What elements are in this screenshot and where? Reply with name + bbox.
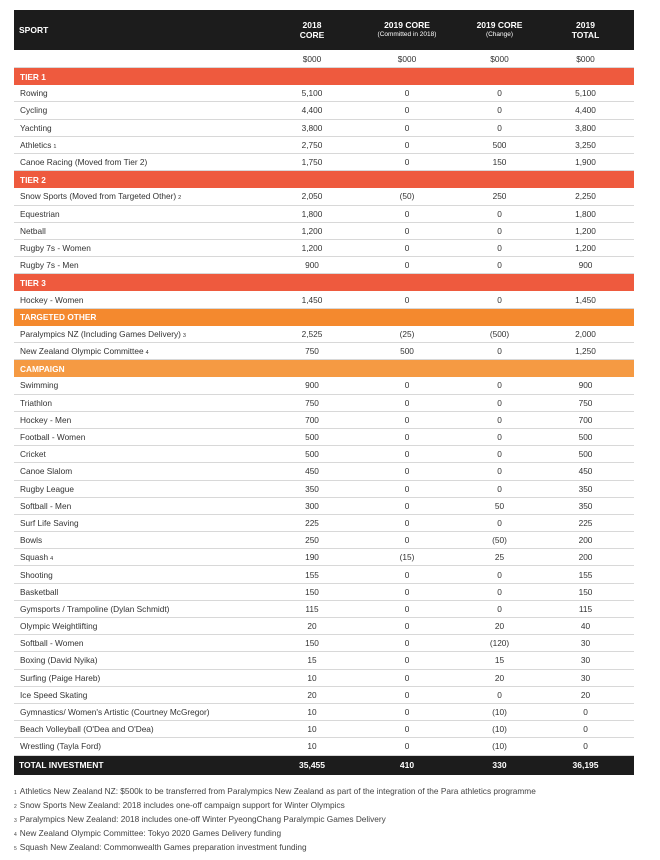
table-row xyxy=(14,85,634,102)
sport-name: Surfing (Paige Hareb) xyxy=(20,672,101,683)
value-cell: (500) xyxy=(489,328,510,339)
value-cell: 2,000 xyxy=(575,328,596,339)
value-cell: 0 xyxy=(404,397,410,408)
sport-name: Canoe Racing (Moved from Tier 2) xyxy=(20,157,148,168)
footnote xyxy=(14,828,281,838)
table-row xyxy=(14,120,634,137)
value-cell: 1,750 xyxy=(301,157,323,168)
value-cell: 0 xyxy=(404,414,410,425)
value-cell: 0 xyxy=(404,621,410,632)
sport-name: Gymsports / Trampoline (Dylan Schmidt) xyxy=(20,603,170,614)
value-cell: 0 xyxy=(404,483,410,494)
total-2019-total: 36,195 xyxy=(572,760,599,770)
footnote-text: Athletics New Zealand NZ: $500k to be transferred from Paralympics New Zealand as part of the integration of the Para athletics programme xyxy=(19,786,536,796)
value-cell: 0 xyxy=(497,689,502,700)
value-cell: 0 xyxy=(404,707,410,718)
sport-name: Basketball xyxy=(20,586,59,597)
sport-cell xyxy=(14,501,272,511)
value-cell: 350 xyxy=(578,500,593,511)
value-cell: 0 xyxy=(497,432,502,443)
value-cell: 200 xyxy=(578,535,593,546)
value-cell: 1,800 xyxy=(301,208,323,219)
table-row xyxy=(14,481,634,498)
value-cell: 1,450 xyxy=(575,294,596,305)
value-cell: 0 xyxy=(404,380,410,391)
header-change-line1: 2019 CORE xyxy=(476,20,523,30)
value-cell: 0 xyxy=(404,517,410,528)
value-cell: (50) xyxy=(399,191,415,202)
value-cell: 500 xyxy=(492,139,507,150)
value-cell: 0 xyxy=(497,569,502,580)
value-cell: (50) xyxy=(492,535,507,546)
value-cell: 1,200 xyxy=(301,242,323,253)
value-cell: 750 xyxy=(578,397,593,408)
value-cell: 0 xyxy=(404,586,410,597)
value-cell: 50 xyxy=(494,500,505,511)
value-cell: 0 xyxy=(404,603,410,614)
value-cell: 0 xyxy=(497,122,502,133)
header-2019-core-sub: (Committed in 2018) xyxy=(377,31,437,38)
value-cell: 20 xyxy=(307,621,317,632)
footnote xyxy=(14,814,386,824)
sport-name: Equestrian xyxy=(20,208,60,219)
table-row xyxy=(14,738,634,755)
value-cell: 10 xyxy=(307,724,317,735)
value-cell: 0 xyxy=(404,672,410,683)
value-cell: 0 xyxy=(404,208,410,219)
table-row xyxy=(14,446,634,463)
table-row xyxy=(14,584,634,601)
footnote-marker: 4 xyxy=(50,556,54,563)
header-2018-core-line1: 2018 xyxy=(302,20,322,30)
value-cell: 0 xyxy=(497,88,502,99)
value-cell: 350 xyxy=(305,483,319,494)
section-header: TARGETED OTHER xyxy=(14,309,634,326)
footnote xyxy=(14,786,536,796)
value-cell: 450 xyxy=(305,466,319,477)
sport-name: Rowing xyxy=(20,88,48,99)
table-row xyxy=(14,549,634,566)
value-cell: 150 xyxy=(492,157,507,168)
value-cell: 0 xyxy=(404,741,410,752)
value-cell: 0 xyxy=(497,414,502,425)
value-cell: 500 xyxy=(305,449,319,460)
sport-name: Softball - Men xyxy=(20,500,72,511)
value-cell: 155 xyxy=(305,569,319,580)
sport-cell xyxy=(14,707,272,717)
total-row xyxy=(14,756,634,775)
value-cell: 5,100 xyxy=(301,88,323,99)
value-cell: 0 xyxy=(583,724,588,735)
value-cell: 30 xyxy=(580,655,591,666)
value-cell: 20 xyxy=(580,689,591,700)
value-cell: 0 xyxy=(497,260,502,271)
footnote-text: Squash New Zealand: Commonwealth Games preparation investment funding xyxy=(19,842,307,852)
sport-name: Boxing (David Nyika) xyxy=(20,655,98,666)
value-cell: 3,800 xyxy=(575,122,596,133)
sport-cell xyxy=(14,295,272,305)
value-cell: 20 xyxy=(307,689,317,700)
sport-cell xyxy=(14,604,272,614)
sport-cell xyxy=(14,432,272,442)
value-cell: 750 xyxy=(305,346,319,357)
table-row xyxy=(14,223,634,240)
table-row xyxy=(14,137,634,154)
header-sport: SPORT xyxy=(19,25,49,35)
value-cell: 900 xyxy=(578,380,593,391)
sport-cell xyxy=(14,449,272,459)
value-cell: 250 xyxy=(305,535,319,546)
value-cell: 15 xyxy=(494,655,505,666)
sport-name: Squash xyxy=(20,552,49,563)
footnote-text: Snow Sports New Zealand: 2018 includes one-off campaign support for Winter Olympics xyxy=(19,800,345,810)
value-cell: (15) xyxy=(399,552,415,563)
value-cell: 0 xyxy=(497,603,502,614)
value-cell: (120) xyxy=(489,638,510,649)
header-total-line1: 2019 xyxy=(576,20,595,30)
sport-cell xyxy=(14,673,272,683)
table-row xyxy=(14,463,634,480)
sport-cell xyxy=(14,621,272,631)
value-cell: 3,800 xyxy=(301,122,323,133)
table-row xyxy=(14,721,634,738)
value-cell: 15 xyxy=(307,655,317,666)
sport-cell xyxy=(14,105,272,115)
header-2019-total xyxy=(537,20,634,40)
value-cell: 500 xyxy=(305,432,319,443)
section-header: TIER 2 xyxy=(14,171,634,188)
footnote-text: Paralympics New Zealand: 2018 includes one-off Winter PyeongChang Paralympic Games Delivery xyxy=(19,814,386,824)
table-row xyxy=(14,343,634,360)
sport-cell xyxy=(14,243,272,253)
header-2019-core-change xyxy=(462,20,537,40)
sport-name: Canoe Slalom xyxy=(20,466,73,477)
value-cell: 700 xyxy=(305,414,319,425)
value-cell: 0 xyxy=(497,449,502,460)
value-cell: 0 xyxy=(497,517,502,528)
sport-name: Swimming xyxy=(20,380,59,391)
value-cell: 350 xyxy=(578,483,593,494)
table-row xyxy=(14,704,634,721)
table-row xyxy=(14,102,634,119)
sport-name: New Zealand Olympic Committee xyxy=(20,346,144,357)
footnote-marker: 3 xyxy=(182,332,186,339)
sport-name: Rugby League xyxy=(20,483,74,494)
sport-cell xyxy=(14,329,272,339)
value-cell: 1,200 xyxy=(301,225,323,236)
sport-name: Ice Speed Skating xyxy=(20,689,88,700)
sport-cell xyxy=(14,346,272,356)
sport-cell xyxy=(14,518,272,528)
section-header: CAMPAIGN xyxy=(14,360,634,377)
value-cell: 3,250 xyxy=(575,139,596,150)
sport-name: Wrestling (Tayla Ford) xyxy=(20,741,101,752)
value-cell: 0 xyxy=(404,466,410,477)
footnote-number: 5 xyxy=(14,846,17,852)
value-cell: 0 xyxy=(404,449,410,460)
sport-name: Football - Women xyxy=(20,432,86,443)
header-2019-core-line1: 2019 CORE xyxy=(384,20,430,30)
value-cell: 0 xyxy=(404,535,410,546)
table-row xyxy=(14,257,634,274)
value-cell: 0 xyxy=(497,242,502,253)
sport-cell xyxy=(14,415,272,425)
value-cell: 4,400 xyxy=(301,105,323,116)
sport-name: Yachting xyxy=(20,122,52,133)
value-cell: 0 xyxy=(404,105,410,116)
value-cell: 500 xyxy=(578,432,593,443)
section-header: TIER 1 xyxy=(14,68,634,85)
unit-cell: $000 xyxy=(490,53,509,64)
value-cell: 0 xyxy=(497,346,502,357)
value-cell: 0 xyxy=(404,432,410,443)
value-cell: 0 xyxy=(497,208,502,219)
investment-table xyxy=(14,10,634,775)
table-row xyxy=(14,601,634,618)
value-cell: 200 xyxy=(578,552,593,563)
value-cell: 2,750 xyxy=(301,139,323,150)
table-row xyxy=(14,635,634,652)
header-2018-core-line2: CORE xyxy=(299,30,325,40)
value-cell: 0 xyxy=(404,500,410,511)
sport-name: Rugby 7s - Women xyxy=(20,242,91,253)
sport-cell xyxy=(14,638,272,648)
sport-cell xyxy=(14,690,272,700)
value-cell: 10 xyxy=(307,672,317,683)
sport-name: Hockey - Men xyxy=(20,414,72,425)
unit-cell: $000 xyxy=(302,53,322,64)
sport-name: Triathlon xyxy=(20,397,52,408)
sport-name: Netball xyxy=(20,225,46,236)
value-cell: 25 xyxy=(494,552,505,563)
table-row xyxy=(14,429,634,446)
value-cell: 1,200 xyxy=(575,242,596,253)
value-cell: 900 xyxy=(305,380,319,391)
value-cell: 0 xyxy=(497,380,502,391)
sport-cell xyxy=(14,535,272,545)
sport-name: Beach Volleyball (O'Dea and O'Dea) xyxy=(20,724,154,735)
sport-name: Paralympics NZ (Including Games Delivery) xyxy=(20,328,181,339)
sport-cell xyxy=(14,209,272,219)
sport-name: Hockey - Women xyxy=(20,294,84,305)
sport-cell xyxy=(14,484,272,494)
value-cell: 150 xyxy=(578,586,593,597)
table-row xyxy=(14,291,634,308)
value-cell: 2,250 xyxy=(575,191,596,202)
sport-name: Olympic Weightlifting xyxy=(20,621,98,632)
value-cell: 225 xyxy=(578,517,593,528)
sport-cell xyxy=(14,140,272,150)
footnote xyxy=(14,842,307,852)
table-row xyxy=(14,687,634,704)
table-row xyxy=(14,395,634,412)
footnote-number: 2 xyxy=(14,804,17,810)
total-label: TOTAL INVESTMENT xyxy=(19,760,104,770)
sport-name: Shooting xyxy=(20,569,53,580)
table-row xyxy=(14,412,634,429)
sport-cell xyxy=(14,157,272,167)
value-cell: 0 xyxy=(404,260,410,271)
value-cell: 0 xyxy=(583,741,588,752)
value-cell: 225 xyxy=(305,517,319,528)
sport-cell xyxy=(14,655,272,665)
value-cell: 0 xyxy=(497,586,502,597)
value-cell: 750 xyxy=(305,397,319,408)
header-change-sub: (Change) xyxy=(485,31,514,38)
value-cell: 0 xyxy=(583,707,588,718)
unit-cell: $000 xyxy=(576,53,595,64)
value-cell: 0 xyxy=(404,655,410,666)
footnote xyxy=(14,800,345,810)
value-cell: 115 xyxy=(305,603,319,614)
value-cell: 0 xyxy=(404,569,410,580)
sport-cell xyxy=(14,570,272,580)
sport-cell xyxy=(14,226,272,236)
value-cell: 250 xyxy=(492,191,507,202)
sport-name: Cricket xyxy=(20,449,46,460)
sport-name: Cycling xyxy=(20,105,48,116)
table-row xyxy=(14,532,634,549)
value-cell: 0 xyxy=(404,638,410,649)
value-cell: 30 xyxy=(580,638,591,649)
table-row xyxy=(14,515,634,532)
table-row xyxy=(14,377,634,394)
value-cell: 1,250 xyxy=(575,346,596,357)
value-cell: 0 xyxy=(404,689,410,700)
sport-name: Surf Life Saving xyxy=(20,517,79,528)
value-cell: 0 xyxy=(404,242,410,253)
value-cell: (10) xyxy=(492,724,507,735)
header-total-line2: TOTAL xyxy=(571,30,600,40)
header-2018-core xyxy=(272,20,352,40)
units-row xyxy=(14,50,634,68)
value-cell: 900 xyxy=(578,260,593,271)
value-cell: 0 xyxy=(497,466,502,477)
value-cell: 40 xyxy=(580,621,591,632)
footnote-text: New Zealand Olympic Committee: Tokyo 2020 Games Delivery funding xyxy=(19,828,282,838)
value-cell: 190 xyxy=(305,552,319,563)
table-row xyxy=(14,206,634,223)
value-cell: (25) xyxy=(399,328,415,339)
value-cell: 0 xyxy=(404,88,410,99)
table-row xyxy=(14,670,634,687)
sport-name: Snow Sports (Moved from Targeted Other) xyxy=(20,191,177,202)
value-cell: 10 xyxy=(307,741,317,752)
sport-cell xyxy=(14,587,272,597)
sport-cell xyxy=(14,88,272,98)
value-cell: (10) xyxy=(492,741,507,752)
value-cell: 300 xyxy=(305,500,319,511)
table-row xyxy=(14,498,634,515)
sport-name: Rugby 7s - Men xyxy=(20,260,79,271)
table-row xyxy=(14,240,634,257)
value-cell: 500 xyxy=(400,346,414,357)
sport-cell xyxy=(14,398,272,408)
value-cell: 1,800 xyxy=(575,208,596,219)
sport-name: Gymnastics/ Women's Artistic (Courtney McGregor) xyxy=(20,707,210,718)
table-row xyxy=(14,652,634,669)
unit-cell: $000 xyxy=(397,53,417,64)
sport-cell xyxy=(14,552,272,562)
value-cell: 150 xyxy=(305,638,319,649)
value-cell: 115 xyxy=(578,603,593,614)
footnote-marker: 4 xyxy=(145,350,149,357)
value-cell: 500 xyxy=(578,449,593,460)
value-cell: 700 xyxy=(578,414,593,425)
value-cell: 20 xyxy=(494,672,505,683)
value-cell: 0 xyxy=(404,225,410,236)
value-cell: 20 xyxy=(494,621,505,632)
section-header: TIER 3 xyxy=(14,274,634,291)
sport-name: Bowls xyxy=(20,535,43,546)
sport-name: Athletics xyxy=(20,139,52,150)
sport-cell xyxy=(14,466,272,476)
value-cell: 0 xyxy=(404,294,410,305)
value-cell: 2,050 xyxy=(301,191,323,202)
value-cell: 1,450 xyxy=(301,294,323,305)
header-2019-core-committed xyxy=(352,20,462,40)
sport-cell xyxy=(14,741,272,751)
total-2018-core: 35,455 xyxy=(299,760,325,770)
table-body xyxy=(14,68,634,756)
table-row xyxy=(14,618,634,635)
footnote-number: 1 xyxy=(14,790,17,796)
value-cell: 900 xyxy=(305,260,319,271)
table-row xyxy=(14,188,634,205)
value-cell: 0 xyxy=(404,157,410,168)
value-cell: 1,200 xyxy=(575,225,596,236)
footnote-number: 4 xyxy=(14,832,17,838)
value-cell: 155 xyxy=(578,569,593,580)
sport-cell xyxy=(14,724,272,734)
total-2019-change: 330 xyxy=(492,760,507,770)
total-2019-committed: 410 xyxy=(399,760,415,770)
value-cell: 0 xyxy=(404,724,410,735)
value-cell: 2,525 xyxy=(301,328,323,339)
table-header xyxy=(14,10,634,50)
sport-name: Softball - Women xyxy=(20,638,84,649)
value-cell: (10) xyxy=(492,707,507,718)
sport-cell xyxy=(14,380,272,390)
value-cell: 0 xyxy=(404,122,410,133)
value-cell: 0 xyxy=(497,483,502,494)
value-cell: 0 xyxy=(404,139,410,150)
sport-cell xyxy=(14,260,272,270)
footnote-marker: 1 xyxy=(53,143,57,150)
table-row xyxy=(14,154,634,171)
value-cell: 450 xyxy=(578,466,593,477)
value-cell: 4,400 xyxy=(575,105,596,116)
value-cell: 0 xyxy=(497,105,502,116)
value-cell: 0 xyxy=(497,397,502,408)
value-cell: 0 xyxy=(497,225,502,236)
table-row xyxy=(14,566,634,583)
value-cell: 10 xyxy=(307,707,317,718)
footnote-number: 3 xyxy=(14,818,17,824)
footnote-marker: 2 xyxy=(178,195,182,202)
value-cell: 30 xyxy=(580,672,591,683)
value-cell: 5,100 xyxy=(575,88,596,99)
value-cell: 150 xyxy=(305,586,319,597)
value-cell: 1,900 xyxy=(575,157,596,168)
value-cell: 0 xyxy=(497,294,502,305)
sport-cell xyxy=(14,191,272,201)
sport-cell xyxy=(14,123,272,133)
table-row xyxy=(14,326,634,343)
